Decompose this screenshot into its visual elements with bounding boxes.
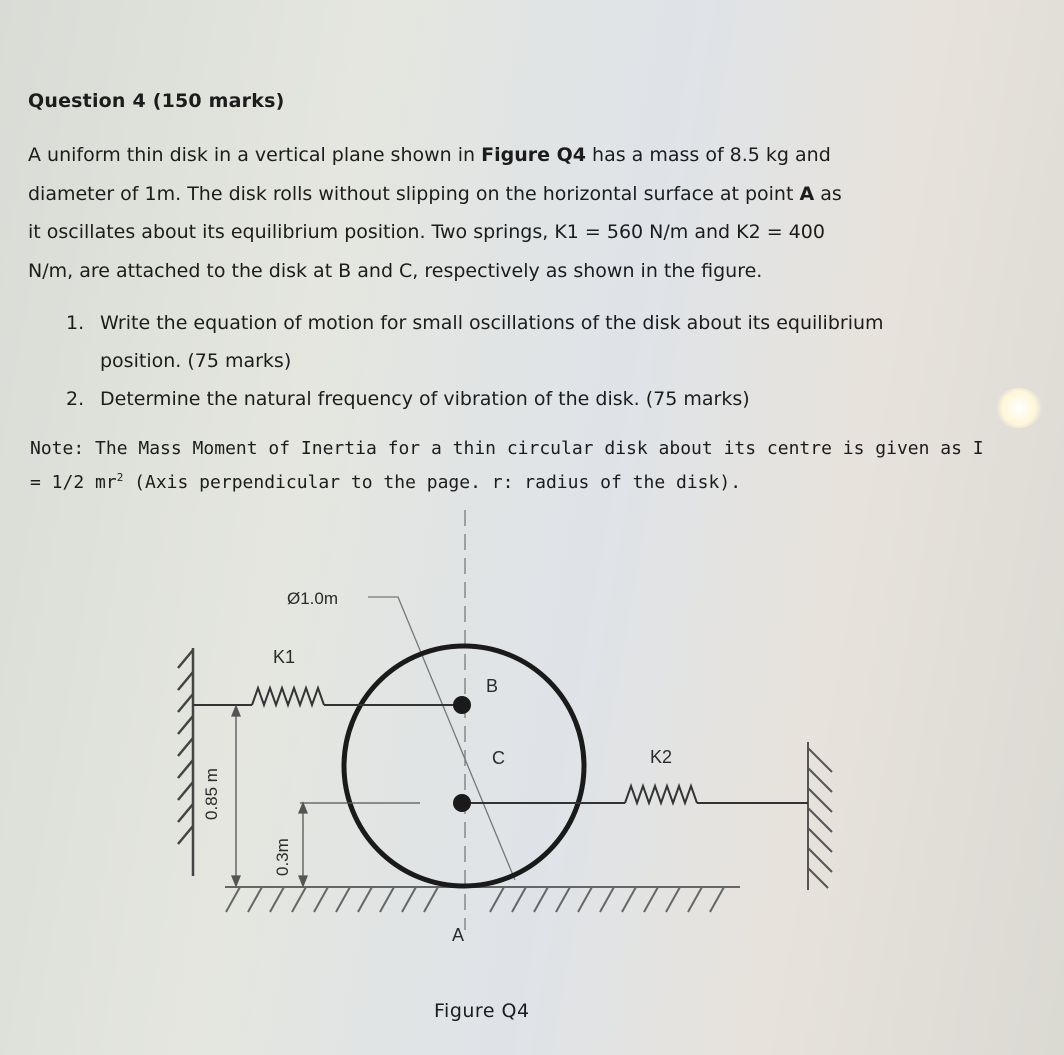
question-heading: Question 4 (150 marks) [28,90,285,112]
note: Note: The Mass Moment of Inertia for a thin circular disk about its centre is given as I = 1/2 $mr^2$ (Axis perpendicular to the page. r: radius of the disk). [30,438,984,493]
dimension-085 [232,706,240,886]
k1-label: K1 [273,647,296,667]
diameter-label: Ø1.0m [287,589,339,608]
a-label: A [452,925,465,945]
figure-caption: Figure Q4 [434,1000,530,1022]
spring-k2 [464,786,808,803]
left-wall [178,648,193,876]
diameter-leader [368,597,515,880]
para-line-3: it oscillates about its equilibrium position. Two springs, K1 = 560 N/m and K2 = 400 [28,221,825,243]
height-c-label: 0.3m [273,838,292,876]
list-item: 2. Determine the natural frequency of vibration of the disk. (75 marks) [66,388,750,410]
disk [344,646,584,886]
para-line-4: N/m, are attached to the disk at B and C, respectively as shown in the figure. [28,259,763,282]
height-b-label: 0.85 m [202,768,221,820]
para-line-1: A uniform thin disk in a vertical plane shown in Figure Q4 has a mass of 8.5 kg and [28,144,831,166]
c-label: C [492,748,505,768]
right-wall [808,742,832,890]
para-line-2: diameter of 1m. The disk rolls without slipping on the horizontal surface at point A as [28,182,842,205]
list-item: 1. Write the equation of motion for small oscillations of the disk about its equilibrium position. (75 marks) [66,312,884,372]
k2-label: K2 [650,747,673,767]
point-b-marker [453,696,471,714]
ground-surface [225,887,740,912]
spring-k1 [193,688,462,705]
dimension-03 [299,803,420,886]
point-c-marker [453,794,471,812]
b-label: B [486,676,499,696]
